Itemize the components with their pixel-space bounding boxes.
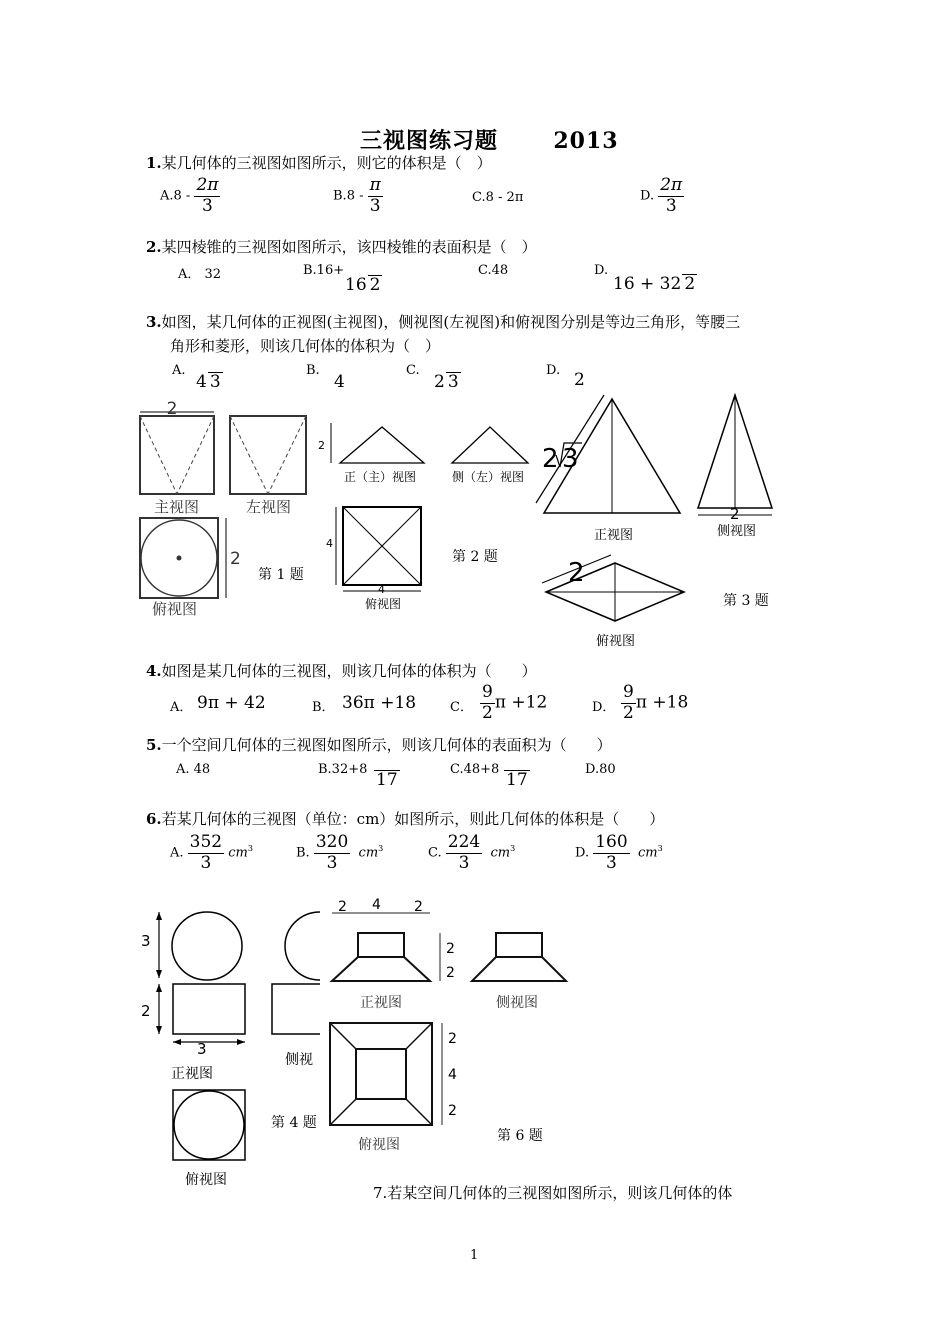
q4-option-c: $\frac{9}{2}$ π +12 [482,682,548,723]
question-4: 4.如图是某几何体的三视图，则该几何体的体积为（ ） [146,662,537,680]
fig2-side-label: 侧（左）视图 [452,470,525,484]
fig1-center-dot [177,556,182,561]
q1-b-fraction: $\frac{\pi}{3}$ [369,175,381,216]
question-2: 2.某四棱锥的三视图如图所示，该四棱锥的表面积是（ ） [146,238,537,256]
q3-option-b-label: B. [306,363,320,378]
figure-1 [130,400,330,620]
fig4-circle-dim: 3 [141,932,151,950]
fig6-top-label: 俯视图 [358,1137,400,1153]
q3-option-c-label: C. [406,363,420,378]
fig6-caption: 第 6 题 [497,1128,543,1144]
q6-option-c: C. $\frac{224}{3}$ $cm^3$ [428,832,516,873]
q3-option-d-label: D. [546,363,561,378]
q2-option-b: B.16+ [303,263,345,278]
question-3-line2: 角形和菱形，则该几何体的体积为（ ） [170,337,441,355]
fig1-front-label: 主视图 [154,498,200,516]
question-1 [146,152,492,173]
fig4-front-circle [172,912,242,980]
figure-6 [320,895,590,1160]
fig4-front-rect [173,984,245,1034]
page-number: 1 [470,1248,479,1263]
q2-option-c: C.48 [478,263,509,278]
q4-option-b-label: B． [312,700,335,715]
q1-text: 某几何体的三视图如图所示，则它的体积是（ ） [161,154,492,172]
q5-option-b: B.32+8 [318,762,368,777]
fig6-top-d2: 4 [448,1067,457,1083]
fig4-arrow-4 [156,1026,162,1034]
q3-option-c: 2 3 [434,372,459,392]
q6-option-a: A. $\frac{352}{3}$ $cm^3$ [170,832,253,873]
fig2-square-bottom-dim: 4 [378,583,385,596]
fig3-rhombus-dim: 2 [568,558,585,588]
question-6: 6.若某几何体的三视图（单位：cm）如图所示，则此几何体的体积是（ ） [146,810,665,828]
fig6-dim-right: 2 [414,899,423,915]
fig6-front-label: 正视图 [360,995,402,1011]
fig2-top-label: 俯视图 [365,597,402,611]
fig1-left-dash-left [230,416,268,494]
figure-3 [530,385,790,655]
fig4-top-circle [174,1091,244,1159]
fig4-arrow-2 [156,970,162,978]
q1-number: 1. [146,154,162,172]
q6-option-b: B. $\frac{320}{3}$ $cm^3$ [296,832,384,873]
fig2-square-side-dim: 4 [326,537,333,550]
q1-option-d: D. $\frac{2\pi}{3}$ [640,175,683,216]
q4-option-a-label: A． [170,700,193,715]
fig4-side-rect [272,984,320,1034]
title-text: 三视图练习题 [360,128,499,154]
question-3: 3.如图，某几何体的正视图(主视图)，侧视图(左视图)和俯视图分别是等边三角形，等腰三 [146,313,741,331]
fig3-top-label: 俯视图 [596,634,636,649]
q2-option-d-label: D. [594,263,609,278]
fig4-side-circle [285,912,320,980]
fig4-arrow-5 [173,1039,181,1045]
question-7: 7.若某空间几何体的三视图如图所示，则该几何体的体 [373,1184,733,1202]
fig3-slant-coef: 2 [542,444,559,474]
fig3-side-dim: 2 [730,505,740,523]
q1-option-c: C.8 - 2π [472,190,524,205]
fig6-top-d3: 2 [448,1103,457,1119]
fig4-rect-dim: 2 [141,1002,151,1020]
fig6-front-h1: 2 [446,941,455,957]
fig1-top-label: 俯视图 [152,600,198,618]
figure-2 [310,415,540,620]
fig1-left-view [230,416,306,494]
fig3-slant-rad: 3 [562,444,579,474]
q4-option-d-label: D． [592,700,616,715]
q4-option-a: 9π + 42 [197,693,266,713]
fig6-front-h2: 2 [446,965,455,981]
fig6-side-label: 侧视图 [496,995,538,1011]
fig1-side-dim: 2 [230,549,241,569]
q4-option-b: 36π +18 [342,693,417,713]
fig6-dim-left: 2 [338,899,347,915]
fig2-caption: 第 2 题 [452,549,498,565]
fig4-arrow-1 [156,912,162,920]
q2-option-b-radical: 16 2 [345,275,381,295]
page-title [360,124,619,155]
q4-option-c-label: C． [450,700,473,715]
q3-option-d: 2 [574,370,585,390]
fig4-caption: 第 4 题 [271,1115,317,1131]
fig1-front-dash-right [177,416,214,494]
fig1-top-dim: 2 [166,399,178,419]
fig1-left-label: 左视图 [246,498,292,516]
fig1-left-dash-right [268,416,306,494]
fig4-top-label: 俯视图 [185,1172,227,1188]
q5-option-a: A. 48 [176,762,211,777]
q5-option-b-radical: 17 [376,770,398,790]
q2-option-a: A． 32 [178,267,222,282]
question-5: 5.一个空间几何体的三视图如图所示，则该几何体的表面积为（ ） [146,736,612,754]
q5-option-c-radical: 17 [506,770,528,790]
q5-option-c: C.48+8 [450,762,500,777]
q1-a-fraction: $\frac{2\pi}{3}$ [196,175,219,216]
fig2-height-dim: 2 [318,439,325,452]
fig4-arrow-6 [237,1039,245,1045]
q6-option-d: D. $\frac{160}{3}$ $cm^3$ [575,832,663,873]
fig1-caption: 第 1 题 [258,567,304,583]
q3-option-a-label: A. [172,363,186,378]
fig2-side-triangle [452,427,528,463]
fig2-front-label: 正（主）视图 [344,470,417,484]
q1-option-b: B.8 - $\frac{\pi}{3}$ [333,175,381,216]
q1-option-a: A.8 - $\frac{2\pi}{3}$ [160,175,219,216]
fig4-side-label: 侧视 [285,1052,313,1068]
q5-option-d: D.80 [585,762,616,777]
fig6-top-d1: 2 [448,1031,457,1047]
q3-option-a: 4 3 [196,372,221,392]
fig3-front-label: 正视图 [594,528,634,543]
fig6-dim-mid: 4 [372,897,381,913]
fig3-side-label: 侧视图 [717,524,757,539]
q2-option-d: 16 + 32 2 [613,274,696,294]
fig4-front-label: 正视图 [171,1066,213,1082]
figure-4 [135,900,335,1195]
q4-option-d: $\frac{9}{2}$ π +18 [623,682,689,723]
fig1-front-view [140,416,214,494]
fig4-bottom-dim: 3 [197,1040,207,1058]
q1-d-fraction: $\frac{2\pi}{3}$ [660,175,683,216]
fig1-front-dash-left [140,416,177,494]
fig2-front-triangle [340,427,424,463]
q3-option-b: 4 [334,372,345,392]
fig4-arrow-3 [156,984,162,992]
fig3-caption: 第 3 题 [723,593,769,609]
title-year: 2013 [553,128,619,154]
